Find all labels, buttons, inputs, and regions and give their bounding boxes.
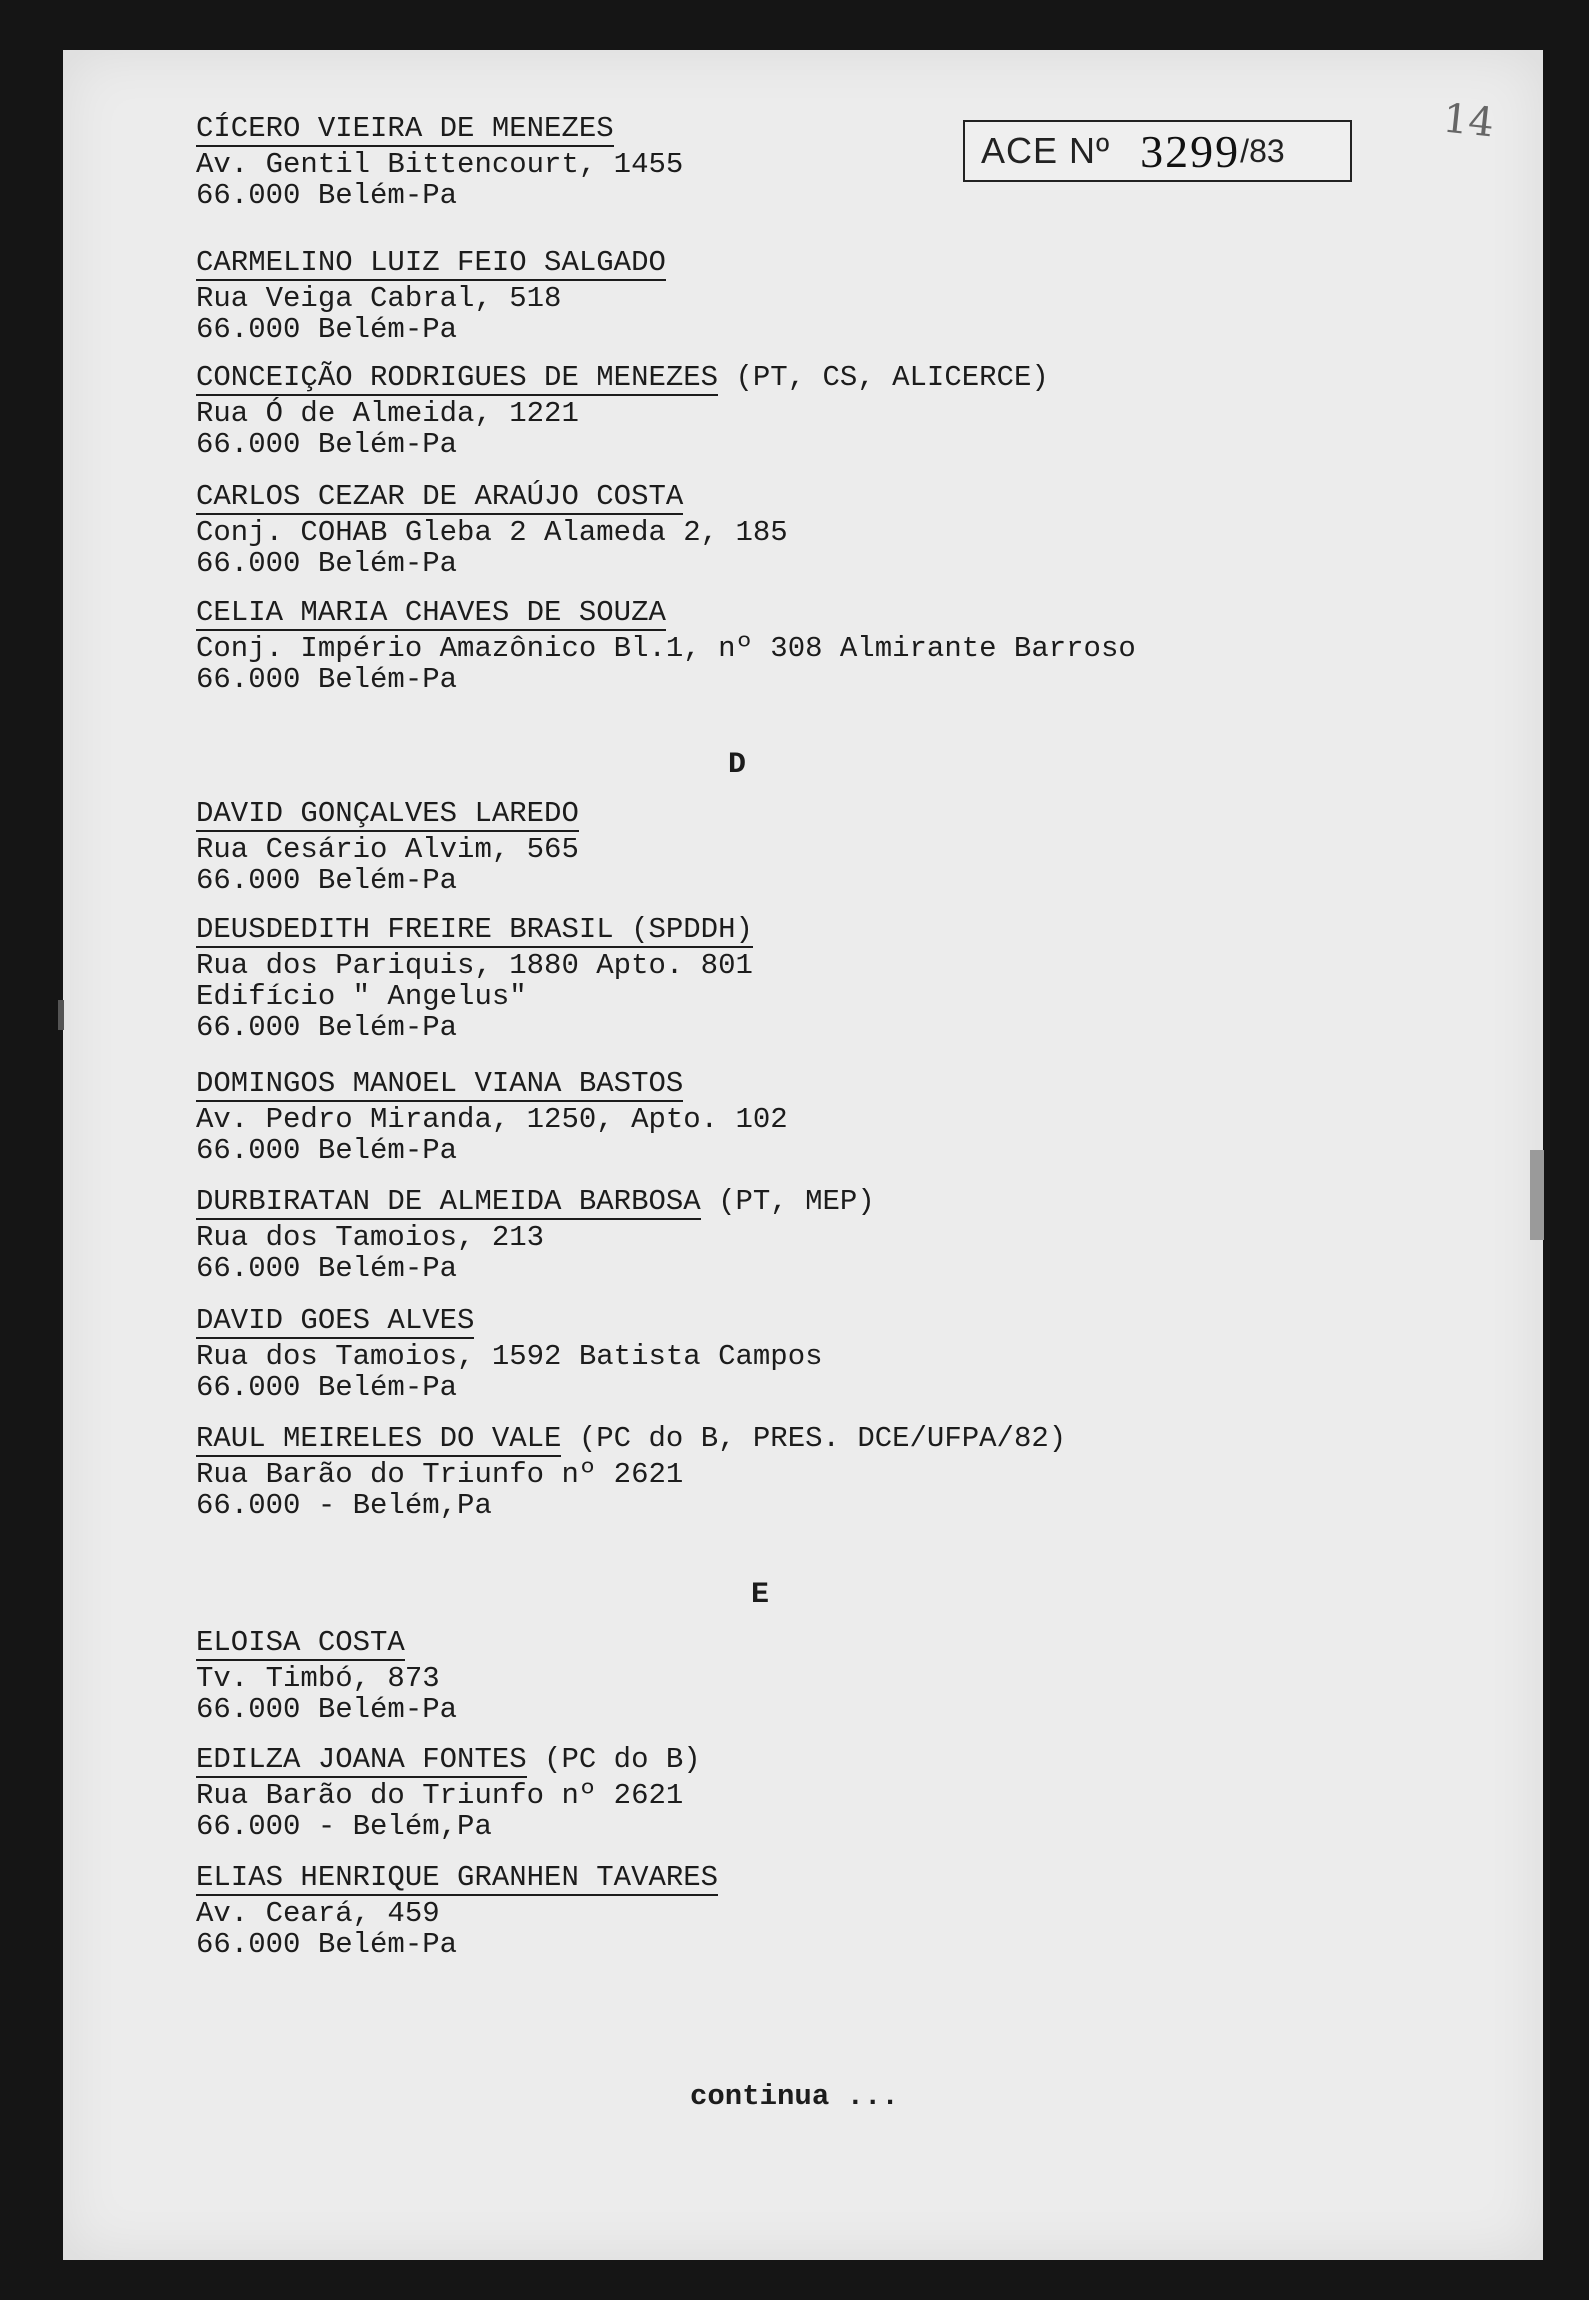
entry-name: CELIA MARIA CHAVES DE SOUZA (196, 596, 666, 629)
address-entry (196, 1186, 875, 1284)
address-entry (196, 798, 579, 896)
entry-address-line: 66.000 - Belém,Pa (196, 1489, 492, 1522)
entry-address-line: Edifício " Angelus" (196, 980, 527, 1013)
entry-name: CÍCERO VIEIRA DE MENEZES (196, 112, 614, 145)
address-entry (196, 1744, 701, 1842)
ace-stamp-number: 3299 (1140, 125, 1241, 177)
address-entry (196, 1068, 788, 1166)
continued-note: continua ... (690, 2080, 899, 2113)
entry-name: EDILZA JOANA FONTES (196, 1743, 527, 1776)
address-entry (196, 914, 753, 1043)
entry-name: ELOISA COSTA (196, 1626, 405, 1659)
entry-name: CONCEIÇÃO RODRIGUES DE MENEZES (196, 361, 719, 394)
section-letter: D (728, 748, 747, 782)
entry-address-line: Tv. Timbó, 873 (196, 1662, 440, 1695)
address-entry (196, 362, 1049, 460)
entry-name: DAVID GONÇALVES LAREDO (196, 797, 579, 830)
entry-address-line: Av. Gentil Bittencourt, 1455 (196, 148, 684, 181)
entry-note: (PC do B, PRES. DCE/UFPA/82) (561, 1422, 1067, 1455)
entry-address-line: Rua dos Pariquis, 1880 Apto. 801 (196, 949, 753, 982)
entry-address-line: 66.000 Belém-Pa (196, 313, 458, 346)
entry-address-line: 66.000 Belém-Pa (196, 1134, 458, 1167)
entry-address-line: 66.000 Belém-Pa (196, 428, 458, 461)
entry-address-line: Rua Ó de Almeida, 1221 (196, 397, 579, 430)
address-entry (196, 247, 666, 345)
entry-name: DOMINGOS MANOEL VIANA BASTOS (196, 1067, 684, 1100)
address-entry (196, 113, 683, 211)
entry-address-line: 66.000 Belém-Pa (196, 1011, 458, 1044)
entry-note: (PT, CS, ALICERCE) (718, 361, 1049, 394)
entry-address-line: 66.000 Belém-Pa (196, 1371, 458, 1404)
entry-address-line: 66.000 Belém-Pa (196, 864, 458, 897)
section-letter: E (751, 1578, 770, 1612)
entry-address-line: 66.000 Belém-Pa (196, 663, 458, 696)
page-number: 14 (1440, 95, 1497, 147)
entry-address-line: 66.000 Belém-Pa (196, 1252, 458, 1285)
entry-address-line: 66.000 Belém-Pa (196, 547, 458, 580)
entry-address-line: Rua dos Tamoios, 213 (196, 1221, 545, 1254)
entry-address-line: Rua Barão do Triunfo nº 2621 (196, 1779, 684, 1812)
entry-address-line: 66.000 Belém-Pa (196, 179, 458, 212)
edge-mark (1530, 1150, 1544, 1240)
entry-address-line: Rua Veiga Cabral, 518 (196, 282, 562, 315)
entry-name: DEUSDEDITH FREIRE BRASIL (SPDDH) (196, 913, 753, 946)
entry-name: CARLOS CEZAR DE ARAÚJO COSTA (196, 480, 684, 513)
entry-address-line: 66.000 Belém-Pa (196, 1693, 458, 1726)
address-entry (196, 1862, 718, 1960)
address-entry (196, 597, 1136, 695)
entry-name: DAVID GOES ALVES (196, 1304, 475, 1337)
edge-mark (58, 1000, 64, 1030)
entry-address-line: Rua Barão do Triunfo nº 2621 (196, 1458, 684, 1491)
address-entry (196, 1627, 457, 1725)
entry-name: DURBIRATAN DE ALMEIDA BARBOSA (196, 1185, 701, 1218)
entry-name: RAUL MEIRELES DO VALE (196, 1422, 562, 1455)
ace-stamp-label: ACE Nº (981, 130, 1111, 171)
entry-address-line: 66.000 Belém-Pa (196, 1928, 458, 1961)
ace-stamp (963, 120, 1352, 182)
entry-note: (PC do B) (526, 1743, 701, 1776)
entry-address-line: Conj. COHAB Gleba 2 Alameda 2, 185 (196, 516, 788, 549)
entry-address-line: Conj. Império Amazônico Bl.1, nº 308 Almirante Barroso (196, 632, 1136, 665)
entry-address-line: Av. Pedro Miranda, 1250, Apto. 102 (196, 1103, 788, 1136)
entry-address-line: Rua Cesário Alvim, 565 (196, 833, 579, 866)
address-entry (196, 1423, 1066, 1521)
entry-name: ELIAS HENRIQUE GRANHEN TAVARES (196, 1861, 719, 1894)
address-entry (196, 481, 788, 579)
entry-address-line: Rua dos Tamoios, 1592 Batista Campos (196, 1340, 823, 1373)
entry-address-line: Av. Ceará, 459 (196, 1897, 440, 1930)
entry-name: CARMELINO LUIZ FEIO SALGADO (196, 246, 666, 279)
ace-stamp-year: /83 (1240, 132, 1285, 169)
address-entry (196, 1305, 823, 1403)
entry-address-line: 66.000 - Belém,Pa (196, 1810, 492, 1843)
entry-note: (PT, MEP) (700, 1185, 875, 1218)
